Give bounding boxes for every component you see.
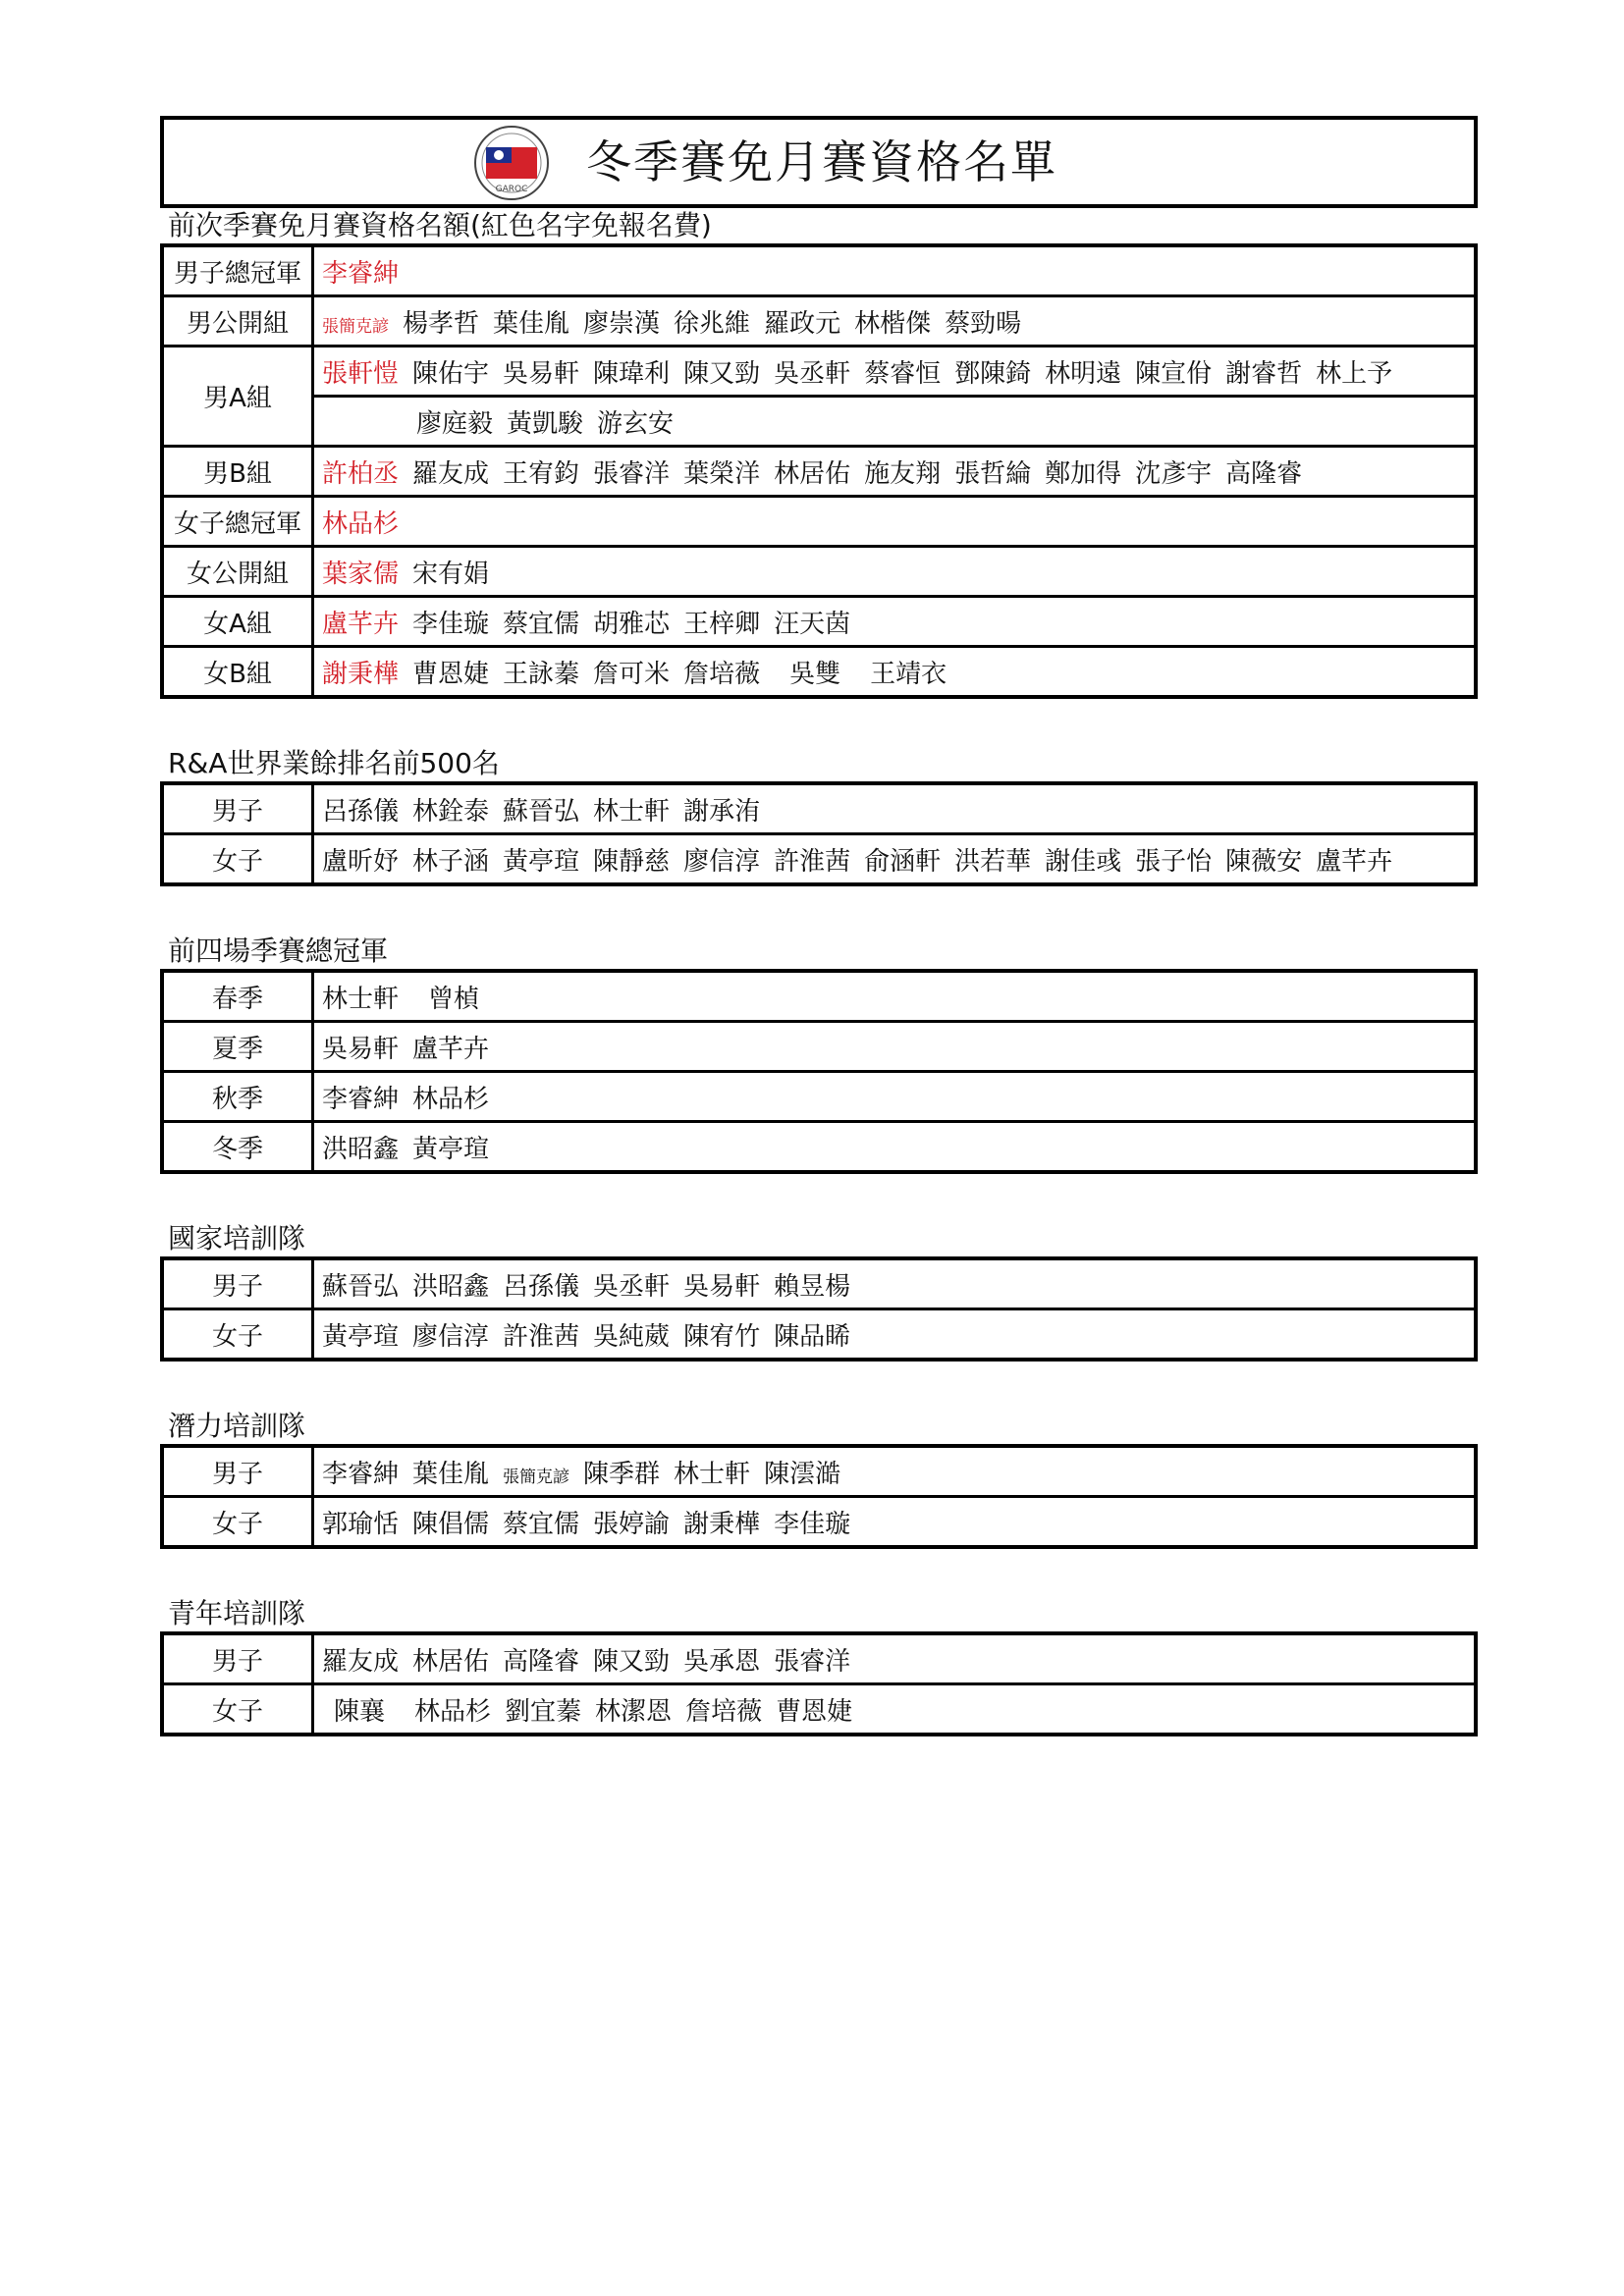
- category-cell: 男A組: [162, 347, 313, 447]
- category-cell: 男公開組: [162, 296, 313, 347]
- roster-table: [160, 1631, 1478, 1736]
- person-name: 謝承洧: [683, 796, 761, 827]
- category-cell: 女A組: [162, 597, 313, 647]
- title-box: [160, 116, 1478, 208]
- category-cell: 女B組: [162, 647, 313, 698]
- person-name: 張軒愷: [322, 358, 400, 389]
- person-name: 李睿紳: [322, 1084, 400, 1114]
- person-name: 許柏丞: [322, 458, 400, 489]
- table-row: [162, 1022, 1476, 1072]
- person-name: 施友翔: [864, 458, 942, 489]
- person-name: 黃亭瑄: [503, 846, 580, 877]
- person-name: 林士軒: [322, 984, 400, 1014]
- table-row: [162, 1497, 1476, 1548]
- names-cell: [313, 447, 1477, 497]
- person-name: 曹恩婕: [412, 659, 490, 689]
- category-cell: 夏季: [162, 1022, 313, 1072]
- table-row: [162, 1633, 1476, 1684]
- table-row: [162, 447, 1476, 497]
- person-name: 劉宜蓁: [505, 1696, 582, 1727]
- person-name: 陳澐澔: [764, 1459, 841, 1489]
- roster-table: [160, 969, 1478, 1174]
- person-name: 葉榮洋: [683, 458, 761, 489]
- person-name: 洪昭鑫: [412, 1271, 490, 1302]
- person-name: 陳品睎: [774, 1321, 851, 1352]
- names-cell: [313, 1022, 1477, 1072]
- section-heading: 潛力培訓隊: [168, 1410, 306, 1442]
- section-heading: 國家培訓隊: [168, 1222, 306, 1255]
- person-name: 吳丞軒: [593, 1271, 671, 1302]
- table-row: [162, 296, 1476, 347]
- table-row: [162, 597, 1476, 647]
- category-cell: 冬季: [162, 1122, 313, 1173]
- person-name: 黃凱駿: [507, 408, 584, 439]
- logo-text: GAROC: [495, 185, 528, 194]
- document-page: [160, 116, 1478, 1736]
- person-name: 林品杉: [414, 1696, 492, 1727]
- names-cell: [313, 1072, 1477, 1122]
- table-row: [162, 647, 1476, 698]
- table-row: [162, 547, 1476, 597]
- names-cell: [313, 597, 1477, 647]
- person-name: 盧昕妤: [322, 846, 400, 877]
- names-cell: [313, 1497, 1477, 1548]
- person-name: 李佳璇: [412, 609, 490, 639]
- roster-table: [160, 781, 1478, 886]
- person-name: 鄭加得: [1045, 458, 1122, 489]
- names-cell: [313, 1446, 1477, 1497]
- person-name: 高隆睿: [503, 1646, 580, 1677]
- person-name: 陳倡儒: [412, 1509, 490, 1539]
- section-gap: [160, 1549, 1478, 1596]
- person-name: 游玄安: [597, 408, 675, 439]
- person-name: 呂孫儀: [322, 796, 400, 827]
- person-name: 張婷諭: [593, 1509, 671, 1539]
- person-name: 許淮茜: [503, 1321, 580, 1352]
- category-cell: 春季: [162, 971, 313, 1022]
- person-name: 盧芊卉: [322, 609, 400, 639]
- person-name: 張簡克諺: [503, 1467, 570, 1487]
- person-name: 吳易軒: [683, 1271, 761, 1302]
- roster-table: [160, 1256, 1478, 1362]
- section-gap: [160, 1174, 1478, 1221]
- person-name: 林士軒: [593, 796, 671, 827]
- person-name: 陳宣佾: [1135, 358, 1213, 389]
- category-cell: 男B組: [162, 447, 313, 497]
- person-name: 吳易軒: [503, 358, 580, 389]
- person-name: 許淮茜: [774, 846, 851, 877]
- category-cell: 男子: [162, 783, 313, 834]
- person-name: 王靖衣: [870, 659, 947, 689]
- names-cell: [313, 245, 1477, 296]
- person-name: 陳又勁: [683, 358, 761, 389]
- names-cell: [313, 1633, 1477, 1684]
- category-cell: 女子總冠軍: [162, 497, 313, 547]
- section-heading: 前四場季賽總冠軍: [168, 934, 389, 967]
- person-name: 盧芊卉: [1316, 846, 1393, 877]
- person-name: 吳丞軒: [774, 358, 851, 389]
- table-row: [162, 971, 1476, 1022]
- person-name: 廖崇漢: [583, 308, 661, 339]
- person-name: 張睿洋: [593, 458, 671, 489]
- person-name: 張哲綸: [954, 458, 1032, 489]
- category-cell: 女公開組: [162, 547, 313, 597]
- person-name: 李睿紳: [322, 1459, 400, 1489]
- category-cell: 男子總冠軍: [162, 245, 313, 296]
- table-row: [162, 1258, 1476, 1309]
- person-name: 林銓泰: [412, 796, 490, 827]
- names-cell: [313, 547, 1477, 597]
- table-row: [162, 834, 1476, 885]
- person-name: 洪若華: [954, 846, 1032, 877]
- person-name: 俞涵軒: [864, 846, 942, 877]
- names-cell: [313, 647, 1477, 698]
- person-name: 楊孝哲: [403, 308, 480, 339]
- names-cell: [313, 497, 1477, 547]
- person-name: 陳季群: [583, 1459, 661, 1489]
- roster-table: [160, 243, 1478, 699]
- table-row: [162, 245, 1476, 296]
- category-cell: 女子: [162, 834, 313, 885]
- person-name: 葉佳胤: [412, 1459, 490, 1489]
- person-name: 謝秉樺: [322, 659, 400, 689]
- person-name: 詹培薇: [683, 659, 761, 689]
- table-row: [162, 1122, 1476, 1173]
- person-name: 沈彥宇: [1135, 458, 1213, 489]
- person-name: 林明遠: [1045, 358, 1122, 389]
- person-name: 吳承恩: [683, 1646, 761, 1677]
- person-name: 謝秉樺: [683, 1509, 761, 1539]
- person-name: 王宥鈞: [503, 458, 580, 489]
- section-heading: R&A世界業餘排名前500名: [168, 747, 500, 779]
- person-name: 鄧陳錡: [954, 358, 1032, 389]
- names-cell: [313, 1258, 1477, 1309]
- person-name: 蔡宜儒: [503, 1509, 580, 1539]
- person-name: 陳宥竹: [683, 1321, 761, 1352]
- category-cell: 女子: [162, 1497, 313, 1548]
- person-name: 林居佑: [774, 458, 851, 489]
- category-cell: 男子: [162, 1633, 313, 1684]
- person-name: 羅政元: [764, 308, 841, 339]
- person-name: 廖庭毅: [416, 408, 494, 439]
- category-cell: 女子: [162, 1684, 313, 1735]
- person-name: 張睿洋: [774, 1646, 851, 1677]
- person-name: 吳純葳: [593, 1321, 671, 1352]
- person-name: 林楷傑: [854, 308, 932, 339]
- person-name: 宋有娟: [412, 559, 490, 589]
- person-name: 陳薇安: [1225, 846, 1303, 877]
- table-row: [162, 1684, 1476, 1735]
- person-name: 徐兆維: [674, 308, 751, 339]
- person-name: 林上予: [1316, 358, 1393, 389]
- person-name: 詹可米: [593, 659, 671, 689]
- person-name: 廖信淳: [683, 846, 761, 877]
- person-name: 王梓卿: [683, 609, 761, 639]
- person-name: 汪天茵: [774, 609, 851, 639]
- table-row: [162, 1309, 1476, 1361]
- table-row: [162, 397, 1476, 447]
- person-name: 詹培薇: [685, 1696, 763, 1727]
- person-name: 林品杉: [322, 508, 400, 539]
- person-name: 陳佑宇: [412, 358, 490, 389]
- person-name: 林子涵: [412, 846, 490, 877]
- person-name: 謝佳彧: [1045, 846, 1122, 877]
- table-row: [162, 783, 1476, 834]
- names-cell: [313, 1122, 1477, 1173]
- table-row: [162, 1072, 1476, 1122]
- person-name: 呂孫儀: [503, 1271, 580, 1302]
- table-row: [162, 347, 1476, 397]
- section-gap: [160, 886, 1478, 934]
- person-name: 林士軒: [674, 1459, 751, 1489]
- category-cell: 女子: [162, 1309, 313, 1361]
- person-name: 李睿紳: [322, 258, 400, 289]
- names-cell: [313, 296, 1477, 347]
- person-name: 蔡宜儒: [503, 609, 580, 639]
- person-name: 羅友成: [412, 458, 490, 489]
- person-name: 高隆睿: [1225, 458, 1303, 489]
- section-heading: 青年培訓隊: [168, 1597, 306, 1629]
- table-row: [162, 497, 1476, 547]
- names-cell: [313, 1309, 1477, 1361]
- category-cell: 秋季: [162, 1072, 313, 1122]
- names-cell: [313, 834, 1477, 885]
- person-name: 李佳璇: [774, 1509, 851, 1539]
- person-name: 賴昱楊: [774, 1271, 851, 1302]
- person-name: 林品杉: [412, 1084, 490, 1114]
- roster-table: [160, 1444, 1478, 1549]
- person-name: 陳又勁: [593, 1646, 671, 1677]
- person-name: 吳易軒: [322, 1034, 400, 1064]
- person-name: 葉佳胤: [493, 308, 570, 339]
- names-cell: [313, 347, 1477, 397]
- person-name: 陳瑋利: [593, 358, 671, 389]
- person-name: 葉家儒: [322, 559, 400, 589]
- person-name: 吳雙: [789, 659, 841, 689]
- names-cell: [313, 1684, 1477, 1735]
- section-gap: [160, 699, 1478, 746]
- person-name: 蘇晉弘: [503, 796, 580, 827]
- person-name: 陳靜慈: [593, 846, 671, 877]
- person-name: 林潔恩: [595, 1696, 673, 1727]
- section-heading: 前次季賽免月賽資格名額(紅色名字免報名費): [168, 209, 712, 241]
- names-cell: [313, 397, 1477, 447]
- person-name: 胡雅芯: [593, 609, 671, 639]
- person-name: 黃亭瑄: [412, 1134, 490, 1164]
- document-title: 冬季賽免月賽資格名單: [586, 135, 1057, 188]
- category-cell: 男子: [162, 1446, 313, 1497]
- section-gap: [160, 1362, 1478, 1409]
- person-name: 張簡克諺: [322, 316, 389, 337]
- person-name: 林居佑: [412, 1646, 490, 1677]
- garoc-flag-emblem-icon: [472, 124, 551, 202]
- person-name: 謝睿哲: [1225, 358, 1303, 389]
- person-name: 曾楨: [428, 984, 480, 1014]
- person-name: 羅友成: [322, 1646, 400, 1677]
- person-name: 盧芊卉: [412, 1034, 490, 1064]
- person-name: 陳襄: [334, 1696, 386, 1727]
- person-name: 黃亭瑄: [322, 1321, 400, 1352]
- person-name: 廖信淳: [412, 1321, 490, 1352]
- person-name: 洪昭鑫: [322, 1134, 400, 1164]
- names-cell: [313, 783, 1477, 834]
- person-name: 郭瑜恬: [322, 1509, 400, 1539]
- person-name: 張子怡: [1135, 846, 1213, 877]
- category-cell: 男子: [162, 1258, 313, 1309]
- names-cell: [313, 971, 1477, 1022]
- person-name: 蔡睿恒: [864, 358, 942, 389]
- person-name: 王詠蓁: [503, 659, 580, 689]
- sections-container: [160, 208, 1478, 1736]
- person-name: 蘇晉弘: [322, 1271, 400, 1302]
- table-row: [162, 1446, 1476, 1497]
- person-name: 蔡勁暘: [945, 308, 1022, 339]
- person-name: 曹恩婕: [776, 1696, 853, 1727]
